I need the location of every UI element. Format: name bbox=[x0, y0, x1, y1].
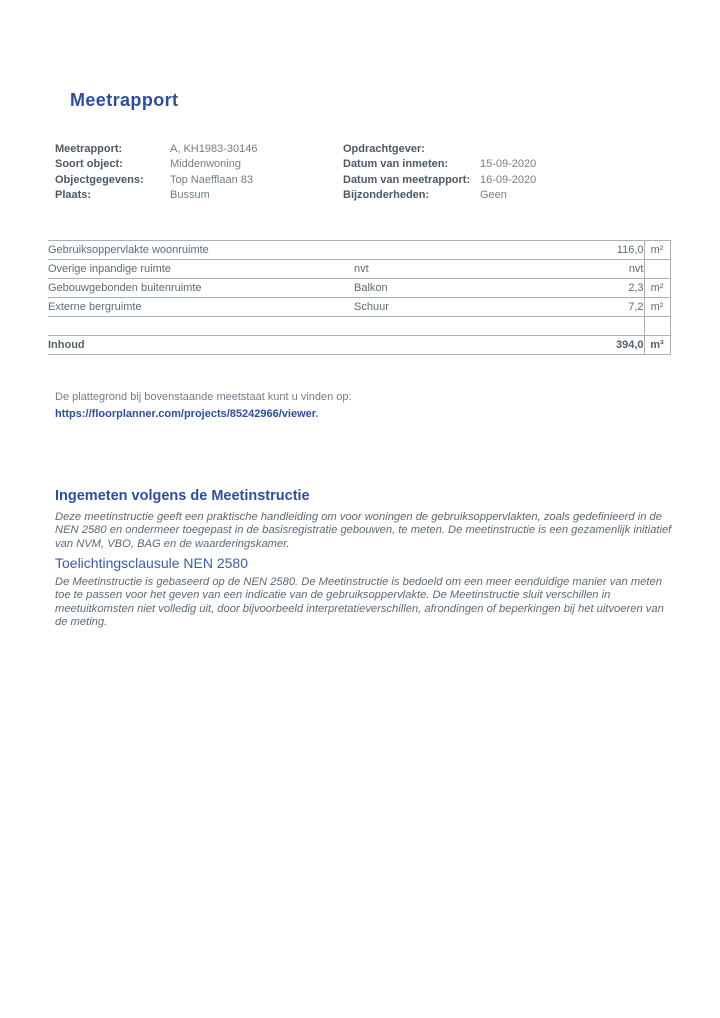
meta-label: Meetrapport: bbox=[55, 143, 123, 155]
row-value: 7,2 bbox=[534, 298, 644, 317]
meta-label: Opdrachtgever: bbox=[343, 143, 425, 155]
meta-row bbox=[55, 188, 343, 203]
meta-label: Datum van meetrapport: bbox=[343, 173, 471, 186]
total-desc bbox=[354, 336, 534, 355]
section-body-toelichtingsclausule: De Meetinstructie is gebaseerd op de NEN 2580. De Meetinstructie is bedoeld om een meer eenduidige manier van meten toe te passen voor het geven van een indicatie van de gebruiksoppervlakte. De Meetinstructie sluit verschillen in meetuitkomsten niet volledig uit, door bijvoorbeeld interpretatieverschillen, afrondingen of beperkingen bij het uitvoeren van de meting. bbox=[55, 576, 664, 629]
surface-area-table bbox=[48, 240, 671, 355]
meta-value: Middenwoning bbox=[170, 158, 241, 171]
meta-value: Bussum bbox=[170, 189, 210, 202]
floorplan-intro-text: De plattegrond bij bovenstaande meetstaat kunt u vinden op: bbox=[55, 391, 352, 403]
metadata-right-column bbox=[343, 142, 671, 204]
section-heading-meetinstructie: Ingemeten volgens de Meetinstructie bbox=[55, 488, 310, 504]
meta-label: Bijzonderheden: bbox=[343, 189, 430, 202]
row-desc: nvt bbox=[354, 260, 534, 279]
meta-value: 16-09-2020 bbox=[480, 173, 537, 186]
row-value: 116,0 bbox=[534, 241, 644, 260]
row-desc: Schuur bbox=[354, 298, 534, 317]
table-row bbox=[48, 279, 670, 298]
row-unit: m² bbox=[644, 298, 670, 317]
floorplan-link[interactable]: https://floorplanner.com/projects/85242966/viewer bbox=[55, 408, 316, 420]
meta-label: Objectgegevens: bbox=[55, 173, 144, 186]
row-name: Gebruiksoppervlakte woonruimte bbox=[48, 241, 354, 260]
meta-row bbox=[343, 142, 671, 157]
table-spacer-row bbox=[48, 317, 670, 336]
meta-label: Soort object: bbox=[55, 158, 123, 171]
total-unit: m³ bbox=[644, 336, 670, 355]
meta-row bbox=[343, 188, 671, 203]
table-row bbox=[48, 260, 670, 279]
table-total-row bbox=[48, 336, 670, 355]
row-value: nvt bbox=[534, 260, 644, 279]
meta-label: Plaats: bbox=[55, 189, 92, 202]
row-desc: Balkon bbox=[354, 279, 534, 298]
floorplan-link-suffix: . bbox=[315, 408, 319, 420]
meta-row bbox=[55, 157, 343, 172]
floorplan-block bbox=[55, 389, 352, 423]
table-row bbox=[48, 241, 670, 260]
meta-row bbox=[55, 142, 343, 157]
table-row bbox=[48, 298, 670, 317]
total-value: 394,0 bbox=[534, 336, 644, 355]
row-unit bbox=[644, 260, 670, 279]
meta-value: Top Naefflaan 83 bbox=[170, 173, 253, 186]
row-name: Externe bergruimte bbox=[48, 298, 354, 317]
row-desc bbox=[354, 241, 534, 260]
meta-row bbox=[55, 173, 343, 188]
section-body-meetinstructie: Deze meetinstructie geeft een praktische handleiding om voor woningen de gebruiksoppervlakten, zoals gedefinieerd in de NEN 2580 en ondermeer toegepast in de basisregistratie gebouwen, te meten. De meetinstructie is een gezamenlijk initiatief van NVM, VBO, BAG en de waarderingskamer. bbox=[55, 511, 672, 550]
row-unit: m² bbox=[644, 241, 670, 260]
metadata-left-column bbox=[55, 142, 343, 204]
meta-value: 15-09-2020 bbox=[480, 158, 537, 171]
meta-row bbox=[343, 157, 671, 172]
report-metadata bbox=[55, 142, 671, 204]
row-unit: m² bbox=[644, 279, 670, 298]
meta-value: A, KH1983-30146 bbox=[170, 143, 258, 155]
meta-value: Geen bbox=[480, 189, 507, 202]
meta-label: Datum van inmeten: bbox=[343, 158, 449, 171]
total-name: Inhoud bbox=[48, 336, 354, 355]
row-name: Gebouwgebonden buitenruimte bbox=[48, 279, 354, 298]
section-heading-toelichtingsclausule: Toelichtingsclausule NEN 2580 bbox=[55, 555, 248, 571]
row-value: 2,3 bbox=[534, 279, 644, 298]
page-title: Meetrapport bbox=[70, 90, 179, 110]
floorplan-link-line bbox=[55, 406, 352, 423]
meta-row bbox=[343, 173, 671, 188]
row-name: Overige inpandige ruimte bbox=[48, 260, 354, 279]
